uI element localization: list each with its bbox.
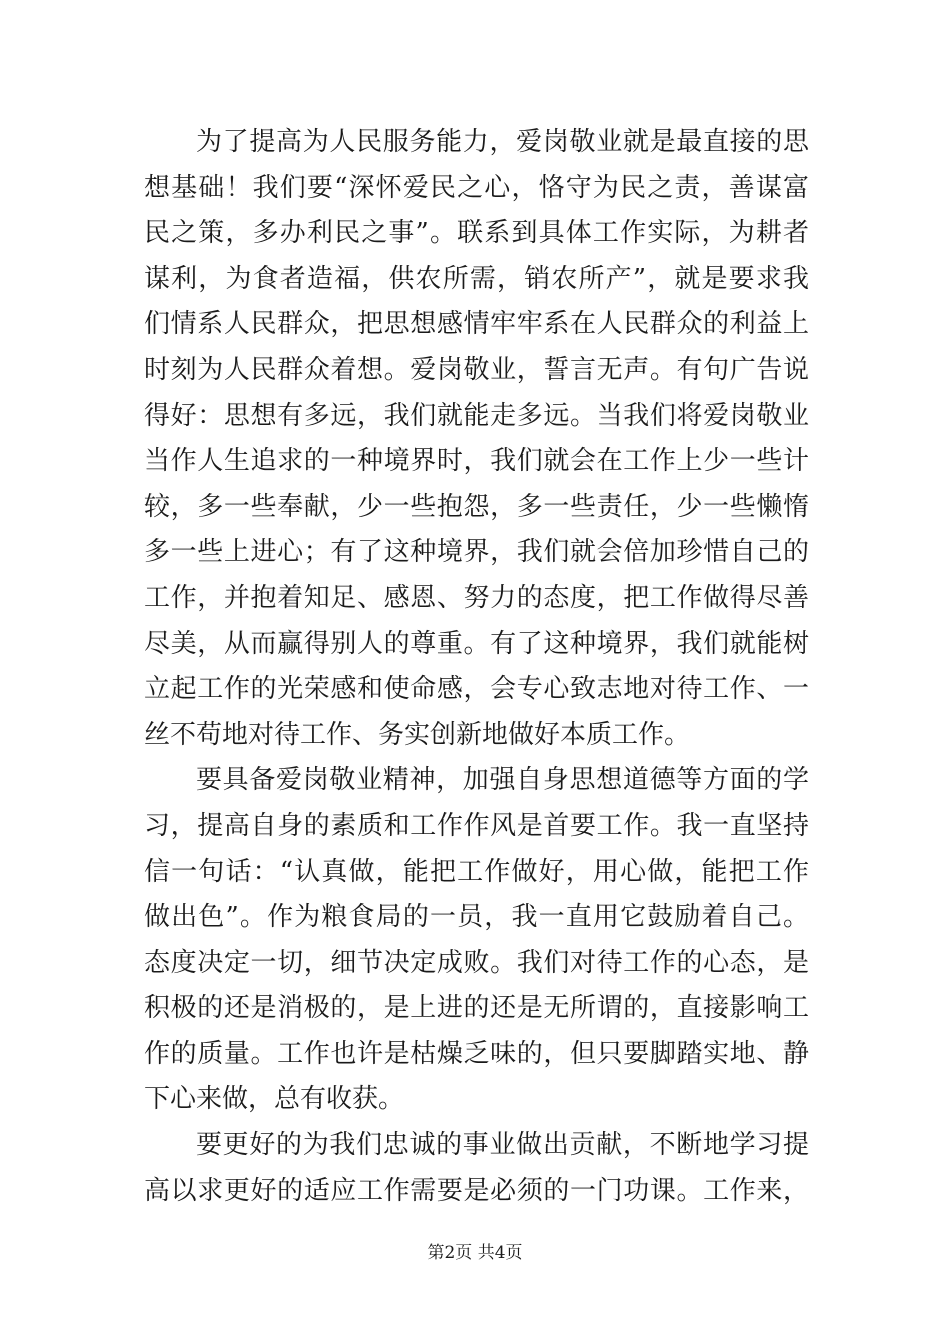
paragraph-3 (144, 1123, 809, 1214)
text-line: 态度决定一切，细节决定成败。我们对待工作的心态，是 (144, 947, 809, 978)
body-text (144, 120, 809, 1214)
text-line: 要具备爱岗敬业精神，加强自身思想道德等方面的学 (196, 765, 809, 796)
text-line: 下心来做，总有收获。 (144, 1084, 405, 1115)
text-line: 谋利，为食者造福，供农所需，销农所产”，就是要求我 (144, 263, 809, 294)
text-line: 作的质量。工作也许是枯燥乏味的，但只要脚踏实地、静 (144, 1038, 809, 1069)
page-number-label: 第2页 共4页 (427, 1243, 523, 1263)
text-line: 习，提高自身的素质和工作作风是首要工作。我一直坚持 (144, 810, 809, 841)
text-line: 多一些上进心；有了这种境界，我们就会倍加珍惜自己的 (144, 537, 809, 568)
text-line: 积极的还是消极的，是上进的还是无所谓的，直接影响工 (144, 993, 809, 1024)
text-line: 当作人生追求的一种境界时，我们就会在工作上少一些计 (144, 446, 809, 477)
text-line: 立起工作的光荣感和使命感，会专心致志地对待工作、一 (144, 674, 809, 705)
text-line: 信一句话：“认真做，能把工作做好，用心做，能把工作 (144, 856, 809, 887)
text-line: 尽美，从而赢得别人的尊重。有了这种境界，我们就能树 (144, 628, 809, 659)
text-line: 得好：思想有多远，我们就能走多远。当我们将爱岗敬业 (144, 400, 809, 431)
text-line: 为了提高为人民服务能力，爱岗敬业就是最直接的思 (196, 127, 809, 157)
text-line: 做出色”。作为粮食局的一员，我一直用它鼓励着自己。 (144, 902, 809, 933)
text-line: 工作，并抱着知足、感恩、努力的态度，把工作做得尽善 (144, 582, 809, 613)
paragraph-1 (144, 120, 809, 758)
paragraph-2 (144, 758, 809, 1123)
text-line: 想基础！我们要“深怀爱民之心，恪守为民之责，善谋富 (144, 172, 809, 203)
text-line: 较，多一些奉献，少一些抱怨，多一些责任，少一些懒惰 (144, 491, 809, 522)
text-line: 们情系人民群众，把思想感情牢牢系在人民群众的利益上 (144, 309, 809, 340)
text-line: 丝不苟地对待工作、务实创新地做好本质工作。 (144, 719, 691, 750)
text-line: 民之策，多办利民之事”。联系到具体工作实际，为耕者 (144, 218, 809, 249)
page-footer (0, 1241, 950, 1265)
text-line: 要更好的为我们忠诚的事业做出贡献，不断地学习提 (196, 1130, 809, 1161)
text-line: 时刻为人民群众着想。爱岗敬业，誓言无声。有句广告说 (144, 354, 809, 385)
text-line: 高以求更好的适应工作需要是必须的一门功课。工作来， (144, 1175, 809, 1206)
